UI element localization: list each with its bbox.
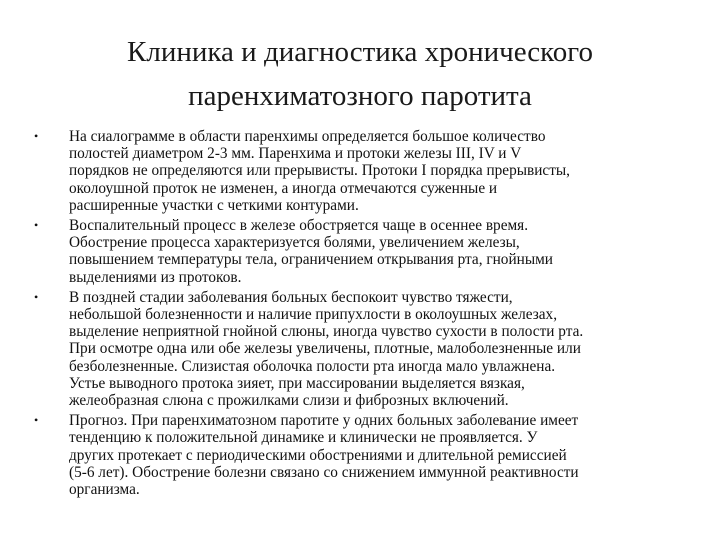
bullet-text-line: На сиалограмме в области паренхимы определяется большое количество: [69, 128, 546, 145]
bullet-text-line: небольшой болезненности и наличие припухлости в околоушных железах,: [69, 306, 558, 324]
bullet-item-exacerbation: [34, 217, 694, 286]
bullet-text-line: Обострение процесса характеризуется болями, увеличением железы,: [69, 234, 520, 252]
bullet-icon: •: [34, 413, 39, 428]
bullet-text-line: других протекает с периодическими обострениями и длительной ремиссией: [69, 446, 567, 464]
bullet-text-line: порядков не определяются или прерывисты. Протоки I порядка прерывисты,: [69, 162, 570, 180]
title-line: Клиника и диагностика хронического: [127, 36, 593, 68]
bullet-text-line: желеобразная слюна с прожилками слизи и фиброзных включений.: [69, 392, 509, 410]
bullet-text-line: тенденцию к положительной динамике и клинически не проявляется. У: [69, 429, 538, 447]
bullet-text-line: Прогноз. При паренхиматозном паротите у одних больных заболевание имеет: [69, 412, 579, 430]
bullet-text-line: организма.: [69, 481, 140, 499]
slide-title: [60, 30, 660, 118]
bullet-list: [34, 128, 694, 498]
bullet-text-line: выделение неприятной гнойной слюны, иногда чувство сухости в полости рта.: [69, 323, 584, 341]
bullet-text-line: выделениями из протоков.: [69, 268, 242, 286]
bullet-text-line: (5-6 лет). Обострение болезни связано со снижением иммунной реактивности: [69, 463, 579, 481]
bullet-item-late-stage: [34, 289, 694, 409]
bullet-text-line: В поздней стадии заболевания больных беспокоит чувство тяжести,: [69, 288, 513, 306]
bullet-icon: •: [34, 129, 39, 143]
bullet-text-line: повышением температуры тела, ограничением открывания рта, гнойными: [69, 251, 553, 269]
bullet-icon: •: [34, 289, 39, 304]
bullet-icon: •: [34, 218, 39, 233]
bullet-item-prognosis: [34, 412, 694, 498]
bullet-text-line: полостей диаметром 2-3 мм. Паренхима и протоки железы III, IV и V: [69, 145, 522, 163]
bullet-text-line: околоушной проток не изменен, а иногда отмечаются суженные и: [69, 179, 498, 197]
bullet-text-line: безболезненные. Слизистая оболочка полости рта иногда мало увлажнена.: [69, 357, 556, 375]
bullet-text-line: Воспалительный процесс в железе обостряется чаще в осеннее время.: [69, 217, 529, 235]
bullet-text-line: расширенные участки с четкими контурами.: [69, 196, 359, 214]
bullet-text-line: При осмотре одна или обе железы увеличены, плотные, малоболезненные или: [69, 340, 581, 358]
bullet-text-line: Устье выводного протока зияет, при массировании выделяется вязкая,: [69, 374, 525, 392]
title-line: паренхиматозного паротита: [188, 80, 532, 112]
bullet-item-sialogram: [34, 128, 694, 214]
